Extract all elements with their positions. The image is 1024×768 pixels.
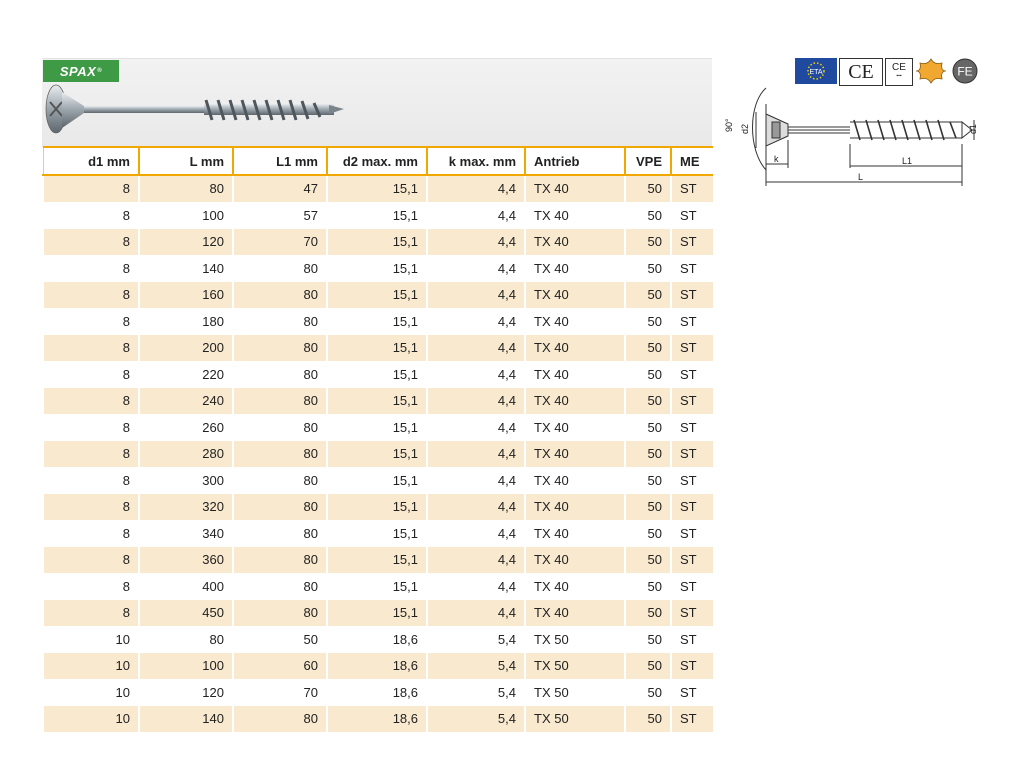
header-l1: L1 mm (233, 147, 327, 175)
cell-l: 220 (139, 361, 233, 388)
cell-d1: 8 (43, 229, 139, 256)
cell-d1: 8 (43, 255, 139, 282)
cell-vpe: 50 (625, 520, 671, 547)
header-vpe: VPE (625, 147, 671, 175)
cell-d1: 8 (43, 202, 139, 229)
cell-d2-max: 15,1 (327, 573, 427, 600)
cell-vpe: 50 (625, 308, 671, 335)
cell-antrieb: TX 40 (525, 175, 625, 202)
cell-l1: 80 (233, 706, 327, 733)
cell-d2-max: 15,1 (327, 467, 427, 494)
cell-l: 80 (139, 626, 233, 653)
cell-d2-max: 18,6 (327, 626, 427, 653)
cell-me: ST (671, 573, 713, 600)
cell-d1: 8 (43, 494, 139, 521)
cell-me: ST (671, 547, 713, 574)
cell-k-max: 4,4 (427, 361, 525, 388)
cell-l1: 80 (233, 600, 327, 627)
cell-d1: 10 (43, 653, 139, 680)
cell-d2-max: 15,1 (327, 308, 427, 335)
spax-logo (43, 60, 119, 82)
table-row (43, 547, 713, 574)
cell-d2-max: 15,1 (327, 414, 427, 441)
cell-l1: 60 (233, 653, 327, 680)
table-row (43, 653, 713, 680)
cell-l1: 47 (233, 175, 327, 202)
d2-label: d2 (740, 123, 750, 134)
cell-l: 80 (139, 175, 233, 202)
torx-drive-icon (915, 58, 947, 84)
cell-vpe: 50 (625, 679, 671, 706)
cell-me: ST (671, 520, 713, 547)
cell-vpe: 50 (625, 414, 671, 441)
logo-registered-mark: ® (97, 68, 103, 74)
cell-d2-max: 18,6 (327, 679, 427, 706)
cell-d1: 10 (43, 626, 139, 653)
cell-me: ST (671, 653, 713, 680)
cell-k-max: 5,4 (427, 653, 525, 680)
cell-antrieb: TX 40 (525, 282, 625, 309)
cell-d2-max: 18,6 (327, 653, 427, 680)
cell-l1: 80 (233, 547, 327, 574)
cell-l: 200 (139, 335, 233, 362)
cell-l1: 80 (233, 308, 327, 335)
cell-l: 180 (139, 308, 233, 335)
cell-d1: 8 (43, 361, 139, 388)
table-row (43, 255, 713, 282)
cell-k-max: 4,4 (427, 202, 525, 229)
header-d2-max: d2 max. mm (327, 147, 427, 175)
cell-k-max: 4,4 (427, 414, 525, 441)
table-row (43, 414, 713, 441)
cell-me: ST (671, 202, 713, 229)
cell-antrieb: TX 40 (525, 441, 625, 468)
cell-vpe: 50 (625, 494, 671, 521)
header-d1: d1 mm (43, 147, 139, 175)
cell-l: 340 (139, 520, 233, 547)
cell-vpe: 50 (625, 653, 671, 680)
cell-vpe: 50 (625, 706, 671, 733)
header-antrieb: Antrieb (525, 147, 625, 175)
cell-me: ST (671, 335, 713, 362)
cell-l: 360 (139, 547, 233, 574)
cell-d2-max: 15,1 (327, 441, 427, 468)
cell-l1: 80 (233, 335, 327, 362)
cell-d1: 8 (43, 335, 139, 362)
cell-l1: 80 (233, 388, 327, 415)
table-row (43, 388, 713, 415)
cell-me: ST (671, 414, 713, 441)
cell-l: 320 (139, 494, 233, 521)
cell-l1: 80 (233, 494, 327, 521)
cell-l: 260 (139, 414, 233, 441)
cell-me: ST (671, 494, 713, 521)
cell-me: ST (671, 388, 713, 415)
cell-l: 280 (139, 441, 233, 468)
table-row (43, 361, 713, 388)
cell-antrieb: TX 40 (525, 202, 625, 229)
table-row (43, 467, 713, 494)
ce-small-mark-icon: CE ▪▪▪ (885, 58, 913, 86)
table-row (43, 335, 713, 362)
cell-d1: 8 (43, 573, 139, 600)
cell-d2-max: 15,1 (327, 388, 427, 415)
table-row (43, 520, 713, 547)
logo-text: SPAX (59, 63, 97, 79)
cell-antrieb: TX 40 (525, 229, 625, 256)
cell-me: ST (671, 441, 713, 468)
cell-vpe: 50 (625, 282, 671, 309)
cell-d2-max: 15,1 (327, 335, 427, 362)
cell-antrieb: TX 40 (525, 494, 625, 521)
cell-k-max: 5,4 (427, 626, 525, 653)
cell-me: ST (671, 706, 713, 733)
eta-mark-text: ETA (809, 69, 823, 76)
cell-antrieb: TX 40 (525, 573, 625, 600)
cell-l1: 70 (233, 229, 327, 256)
ce-small-mark-text: CE (892, 62, 906, 73)
cell-d1: 8 (43, 308, 139, 335)
cell-k-max: 4,4 (427, 467, 525, 494)
cell-k-max: 4,4 (427, 308, 525, 335)
cell-vpe: 50 (625, 255, 671, 282)
cell-d2-max: 15,1 (327, 547, 427, 574)
k-label: k (774, 154, 779, 164)
cell-antrieb: TX 40 (525, 467, 625, 494)
cell-me: ST (671, 255, 713, 282)
cell-me: ST (671, 467, 713, 494)
cell-vpe: 50 (625, 626, 671, 653)
header-me: ME (671, 147, 713, 175)
table-row (43, 229, 713, 256)
cell-me: ST (671, 282, 713, 309)
cell-k-max: 4,4 (427, 441, 525, 468)
cell-l: 450 (139, 600, 233, 627)
cell-k-max: 4,4 (427, 600, 525, 627)
cell-l: 300 (139, 467, 233, 494)
cell-antrieb: TX 40 (525, 600, 625, 627)
cell-l1: 70 (233, 679, 327, 706)
cell-me: ST (671, 361, 713, 388)
header-k-max: k max. mm (427, 147, 525, 175)
cell-d1: 10 (43, 679, 139, 706)
cell-k-max: 5,4 (427, 679, 525, 706)
cell-vpe: 50 (625, 573, 671, 600)
cell-antrieb: TX 40 (525, 547, 625, 574)
certification-icons (795, 58, 981, 84)
cell-k-max: 4,4 (427, 494, 525, 521)
cell-l1: 50 (233, 626, 327, 653)
ce-mark-icon (839, 58, 883, 86)
cell-vpe: 50 (625, 388, 671, 415)
cell-k-max: 4,4 (427, 520, 525, 547)
cell-antrieb: TX 40 (525, 361, 625, 388)
cell-antrieb: TX 50 (525, 679, 625, 706)
table-row (43, 706, 713, 733)
cell-antrieb: TX 40 (525, 520, 625, 547)
cell-l1: 80 (233, 441, 327, 468)
cell-d1: 8 (43, 388, 139, 415)
cell-me: ST (671, 600, 713, 627)
cell-d1: 8 (43, 520, 139, 547)
cell-l1: 80 (233, 255, 327, 282)
cell-antrieb: TX 50 (525, 706, 625, 733)
cell-d2-max: 15,1 (327, 255, 427, 282)
cell-k-max: 4,4 (427, 388, 525, 415)
cell-antrieb: TX 40 (525, 388, 625, 415)
cell-d1: 8 (43, 600, 139, 627)
cell-d2-max: 15,1 (327, 600, 427, 627)
cell-l: 140 (139, 706, 233, 733)
fe-mark-text: FE (957, 64, 973, 79)
fe-mark-icon (949, 58, 981, 84)
cell-l: 120 (139, 229, 233, 256)
cell-d2-max: 15,1 (327, 202, 427, 229)
cell-k-max: 4,4 (427, 547, 525, 574)
cell-me: ST (671, 626, 713, 653)
cell-antrieb: TX 40 (525, 255, 625, 282)
screw-specification-table (42, 146, 713, 733)
cell-l: 160 (139, 282, 233, 309)
screw-product-photo (44, 84, 344, 144)
cell-vpe: 50 (625, 600, 671, 627)
cell-d1: 8 (43, 175, 139, 202)
table-row (43, 600, 713, 627)
cell-me: ST (671, 308, 713, 335)
table-row (43, 282, 713, 309)
cell-antrieb: TX 40 (525, 335, 625, 362)
cell-me: ST (671, 679, 713, 706)
cell-antrieb: TX 50 (525, 653, 625, 680)
cell-l1: 57 (233, 202, 327, 229)
cell-antrieb: TX 50 (525, 626, 625, 653)
cell-d1: 8 (43, 414, 139, 441)
cell-d1: 8 (43, 467, 139, 494)
table-row (43, 626, 713, 653)
table-row (43, 573, 713, 600)
cell-l: 100 (139, 653, 233, 680)
cell-d1: 8 (43, 441, 139, 468)
cell-vpe: 50 (625, 441, 671, 468)
cell-k-max: 4,4 (427, 175, 525, 202)
cell-d2-max: 15,1 (327, 175, 427, 202)
cell-d2-max: 15,1 (327, 520, 427, 547)
table-row (43, 441, 713, 468)
cell-antrieb: TX 40 (525, 308, 625, 335)
cell-vpe: 50 (625, 361, 671, 388)
cell-d2-max: 15,1 (327, 361, 427, 388)
cell-vpe: 50 (625, 467, 671, 494)
table-row (43, 202, 713, 229)
cell-l1: 80 (233, 282, 327, 309)
cell-k-max: 4,4 (427, 255, 525, 282)
cell-me: ST (671, 229, 713, 256)
cell-d1: 8 (43, 547, 139, 574)
angle-label: 90° (724, 118, 734, 132)
d1-label: d1 (968, 123, 978, 134)
table-row (43, 679, 713, 706)
cell-l1: 80 (233, 520, 327, 547)
table-row (43, 494, 713, 521)
cell-d1: 10 (43, 706, 139, 733)
cell-d2-max: 18,6 (327, 706, 427, 733)
table-row (43, 308, 713, 335)
cell-k-max: 4,4 (427, 229, 525, 256)
cell-antrieb: TX 40 (525, 414, 625, 441)
cell-l: 100 (139, 202, 233, 229)
cell-l1: 80 (233, 573, 327, 600)
cell-d2-max: 15,1 (327, 282, 427, 309)
cell-l1: 80 (233, 361, 327, 388)
l-label: L (858, 172, 864, 182)
cell-l1: 80 (233, 414, 327, 441)
header-l: L mm (139, 147, 233, 175)
cell-d1: 8 (43, 282, 139, 309)
cell-k-max: 5,4 (427, 706, 525, 733)
ce-mark-text: CE (848, 60, 874, 83)
cell-l: 400 (139, 573, 233, 600)
cell-l: 240 (139, 388, 233, 415)
cell-d2-max: 15,1 (327, 229, 427, 256)
cell-vpe: 50 (625, 175, 671, 202)
cell-vpe: 50 (625, 547, 671, 574)
cell-vpe: 50 (625, 202, 671, 229)
screw-dimension-diagram (718, 84, 982, 188)
cell-k-max: 4,4 (427, 335, 525, 362)
cell-me: ST (671, 175, 713, 202)
cell-l: 140 (139, 255, 233, 282)
l1-label: L1 (902, 156, 913, 166)
cell-vpe: 50 (625, 335, 671, 362)
cell-vpe: 50 (625, 229, 671, 256)
cell-l: 120 (139, 679, 233, 706)
cell-k-max: 4,4 (427, 282, 525, 309)
table-header-row (43, 147, 713, 175)
eta-mark-icon (795, 58, 837, 84)
cell-l1: 80 (233, 467, 327, 494)
table-row (43, 175, 713, 202)
cell-d2-max: 15,1 (327, 494, 427, 521)
cell-k-max: 4,4 (427, 573, 525, 600)
